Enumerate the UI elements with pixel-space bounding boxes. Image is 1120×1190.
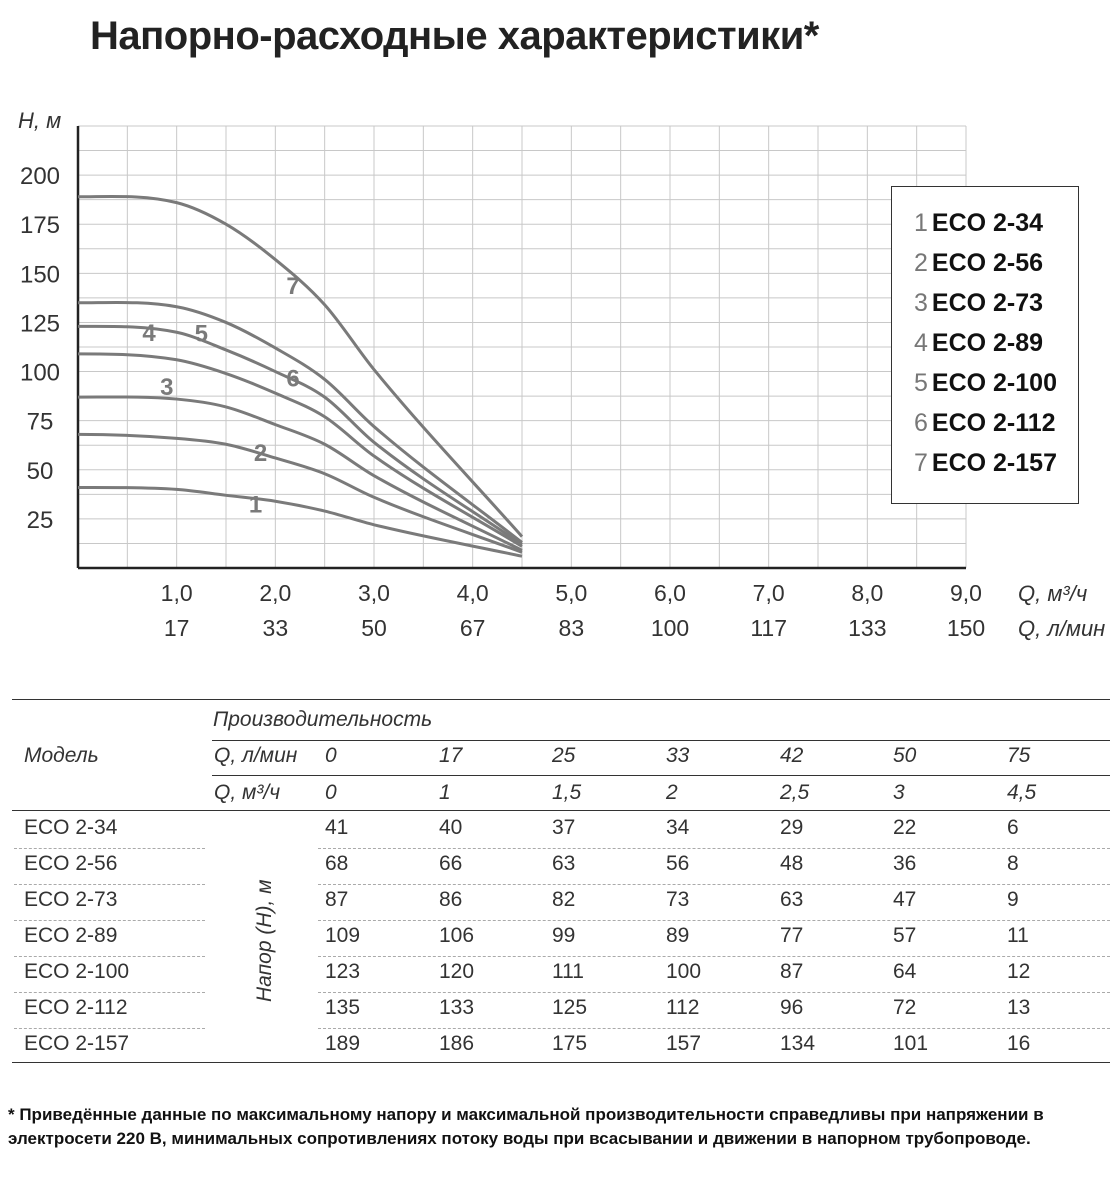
q-lmin-value: 42 <box>780 744 804 767</box>
q-m3h-value: 1 <box>439 781 451 804</box>
x-tick-label: 1,0 <box>160 580 193 606</box>
table-value-cell: 40 <box>439 816 463 839</box>
table-value-cell: 64 <box>893 960 917 983</box>
row-divider <box>14 884 205 885</box>
table-value-cell: 100 <box>666 960 702 983</box>
x-tick-label-lmin: 17 <box>163 615 190 641</box>
row-divider <box>318 992 1110 993</box>
table-value-cell: 125 <box>552 996 588 1019</box>
table-value-cell: 175 <box>552 1032 588 1055</box>
q-lmin-value: 50 <box>893 744 917 767</box>
y-tick-label: 150 <box>19 261 61 289</box>
x-tick-label: 4,0 <box>456 580 489 606</box>
page-title: Напорно-расходные характеристики* <box>90 14 819 58</box>
table-value-cell: 47 <box>893 888 917 911</box>
x-tick-label-lmin: 117 <box>750 615 788 641</box>
x-tick-label: 8,0 <box>851 580 884 606</box>
table-value-cell: 37 <box>552 816 576 839</box>
x-tick-label: 9,0 <box>950 580 982 606</box>
table-value-cell: 106 <box>439 924 475 947</box>
x-tick-label: 2,0 <box>259 580 292 606</box>
y-tick-label: 125 <box>19 310 61 338</box>
y-axis-label: H, м <box>18 108 62 133</box>
legend-item: 7 ECO 2-157 <box>914 449 1057 477</box>
legend-item: 3 ECO 2-73 <box>914 289 1044 317</box>
table-value-cell: 73 <box>666 888 690 911</box>
x-axis-unit-label-lmin: Q, л/мин <box>1018 616 1106 641</box>
table-value-cell: 87 <box>780 960 804 983</box>
q-m3h-value: 2 <box>666 781 678 804</box>
table-value-cell: 72 <box>893 996 917 1019</box>
table-value-cell: 63 <box>780 888 804 911</box>
table-value-cell: 101 <box>893 1032 929 1055</box>
x-tick-label-lmin: 133 <box>848 615 887 641</box>
table-value-cell: 86 <box>439 888 463 911</box>
table-value-cell: 109 <box>325 924 361 947</box>
series-label: 4 <box>142 320 156 348</box>
table-model-cell: ECO 2-112 <box>24 996 128 1019</box>
table-value-cell: 57 <box>893 924 917 947</box>
row-divider <box>318 956 1110 957</box>
head-column-label: Напор (H), м <box>253 879 276 1002</box>
y-tick-label: 175 <box>19 212 61 240</box>
table-top-rule <box>12 699 1110 700</box>
x-tick-label: 3,0 <box>358 580 390 606</box>
row-divider <box>318 920 1110 921</box>
table-value-cell: 22 <box>893 816 917 839</box>
series-line <box>78 487 522 556</box>
table-value-cell: 11 <box>1007 924 1029 947</box>
table-value-cell: 34 <box>666 816 690 839</box>
series-label: 5 <box>194 320 209 348</box>
table-value-cell: 87 <box>325 888 349 911</box>
q-m3h-value: 0 <box>325 781 337 804</box>
table-value-cell: 82 <box>552 888 576 911</box>
x-tick-label-lmin: 83 <box>558 615 585 641</box>
table-value-cell: 36 <box>893 852 917 875</box>
q-lmin-value: 75 <box>1007 744 1031 767</box>
table-value-cell: 123 <box>325 960 361 983</box>
x-tick-label-lmin: 150 <box>946 615 986 641</box>
table-bottom-rule <box>12 1062 1110 1063</box>
y-tick-label: 50 <box>26 457 54 485</box>
table-value-cell: 135 <box>325 996 361 1019</box>
table-value-cell: 134 <box>780 1032 816 1055</box>
chart-legend <box>891 186 1079 504</box>
legend-item: 6 ECO 2-112 <box>914 409 1056 437</box>
series-label: 7 <box>286 273 300 301</box>
x-tick-label-lmin: 33 <box>262 615 289 641</box>
q-lmin-value: 0 <box>325 744 337 767</box>
table-value-cell: 13 <box>1007 996 1031 1019</box>
table-model-cell: ECO 2-100 <box>24 960 130 983</box>
x-tick-label: 7,0 <box>752 580 785 606</box>
legend-item: 1 ECO 2-34 <box>914 209 1044 237</box>
legend-item: 4 ECO 2-89 <box>914 329 1044 357</box>
model-header: Модель <box>24 744 99 767</box>
table-value-cell: 29 <box>780 816 804 839</box>
row-divider <box>14 920 205 921</box>
x-axis-unit-label: Q, м³/ч <box>1018 581 1088 606</box>
y-tick-label: 200 <box>19 163 61 191</box>
row-divider <box>14 848 205 849</box>
legend-item: 2 ECO 2-56 <box>914 249 1044 277</box>
y-tick-label: 100 <box>19 359 61 387</box>
q-lmin-value: 33 <box>666 744 690 767</box>
q-lmin-value: 25 <box>552 744 576 767</box>
q-m3h-value: 2,5 <box>780 781 810 804</box>
table-value-cell: 41 <box>325 816 349 839</box>
x-tick-label: 6,0 <box>654 580 686 606</box>
y-tick-label: 75 <box>26 408 54 436</box>
row-divider <box>14 956 205 957</box>
x-tick-label-lmin: 100 <box>650 615 690 641</box>
row-divider <box>318 884 1110 885</box>
q-m3h-value: 4,5 <box>1007 781 1037 804</box>
series-label: 3 <box>160 374 174 402</box>
table-value-cell: 99 <box>552 924 576 947</box>
table-value-cell: 12 <box>1007 960 1031 983</box>
series-label: 1 <box>248 491 263 519</box>
table-value-cell: 96 <box>780 996 804 1019</box>
y-tick-label: 25 <box>26 506 54 534</box>
x-tick-label: 5,0 <box>555 580 588 606</box>
table-value-cell: 66 <box>439 852 463 875</box>
q-lmin-value: 17 <box>439 744 463 767</box>
table-rule <box>212 740 1110 741</box>
table-rule <box>212 775 1110 776</box>
row-divider <box>318 1028 1110 1029</box>
series-line <box>78 196 522 536</box>
table-value-cell: 16 <box>1007 1032 1031 1055</box>
legend-item: 5 ECO 2-100 <box>914 369 1057 397</box>
table-value-cell: 8 <box>1007 852 1019 875</box>
table-value-cell: 48 <box>780 852 804 875</box>
table-model-cell: ECO 2-89 <box>24 924 118 947</box>
table-model-cell: ECO 2-157 <box>24 1032 130 1055</box>
q-m3h-value: 3 <box>893 781 905 804</box>
table-model-cell: ECO 2-73 <box>24 888 118 911</box>
footnote: * Приведённые данные по максимальному напору и максимальной производительности справедливы при напряжении в электросети 220 В, минимальных сопротивлениях потоку воды при всасывании и движении в напорном трубопроводе. <box>8 1105 1044 1148</box>
q-m3h-value: 1,5 <box>552 781 582 804</box>
table-value-cell: 157 <box>666 1032 702 1055</box>
table-value-cell: 89 <box>666 924 690 947</box>
table-value-cell: 120 <box>439 960 475 983</box>
row-divider <box>14 1028 205 1029</box>
table-header-rule <box>12 810 1110 811</box>
table-value-cell: 68 <box>325 852 349 875</box>
table-value-cell: 77 <box>780 924 804 947</box>
table-value-cell: 189 <box>325 1032 361 1055</box>
table-value-cell: 56 <box>666 852 690 875</box>
table-value-cell: 111 <box>552 960 584 983</box>
table-value-cell: 112 <box>666 996 700 1019</box>
q-m3h-label: Q, м³/ч <box>214 781 281 804</box>
table-value-cell: 63 <box>552 852 576 875</box>
series-label: 2 <box>253 440 268 468</box>
q-lmin-label: Q, л/мин <box>214 744 298 767</box>
table-model-cell: ECO 2-56 <box>24 852 118 875</box>
x-tick-label-lmin: 50 <box>361 615 387 641</box>
table-value-cell: 6 <box>1007 816 1019 839</box>
table-group-header: Производительность <box>213 708 433 731</box>
row-divider <box>318 848 1110 849</box>
table-value-cell: 9 <box>1007 888 1019 911</box>
series-label: 6 <box>286 365 300 393</box>
table-value-cell: 186 <box>439 1032 475 1055</box>
row-divider <box>14 992 205 993</box>
table-model-cell: ECO 2-34 <box>24 816 118 839</box>
table-value-cell: 133 <box>439 996 475 1019</box>
x-tick-label-lmin: 67 <box>459 615 486 641</box>
